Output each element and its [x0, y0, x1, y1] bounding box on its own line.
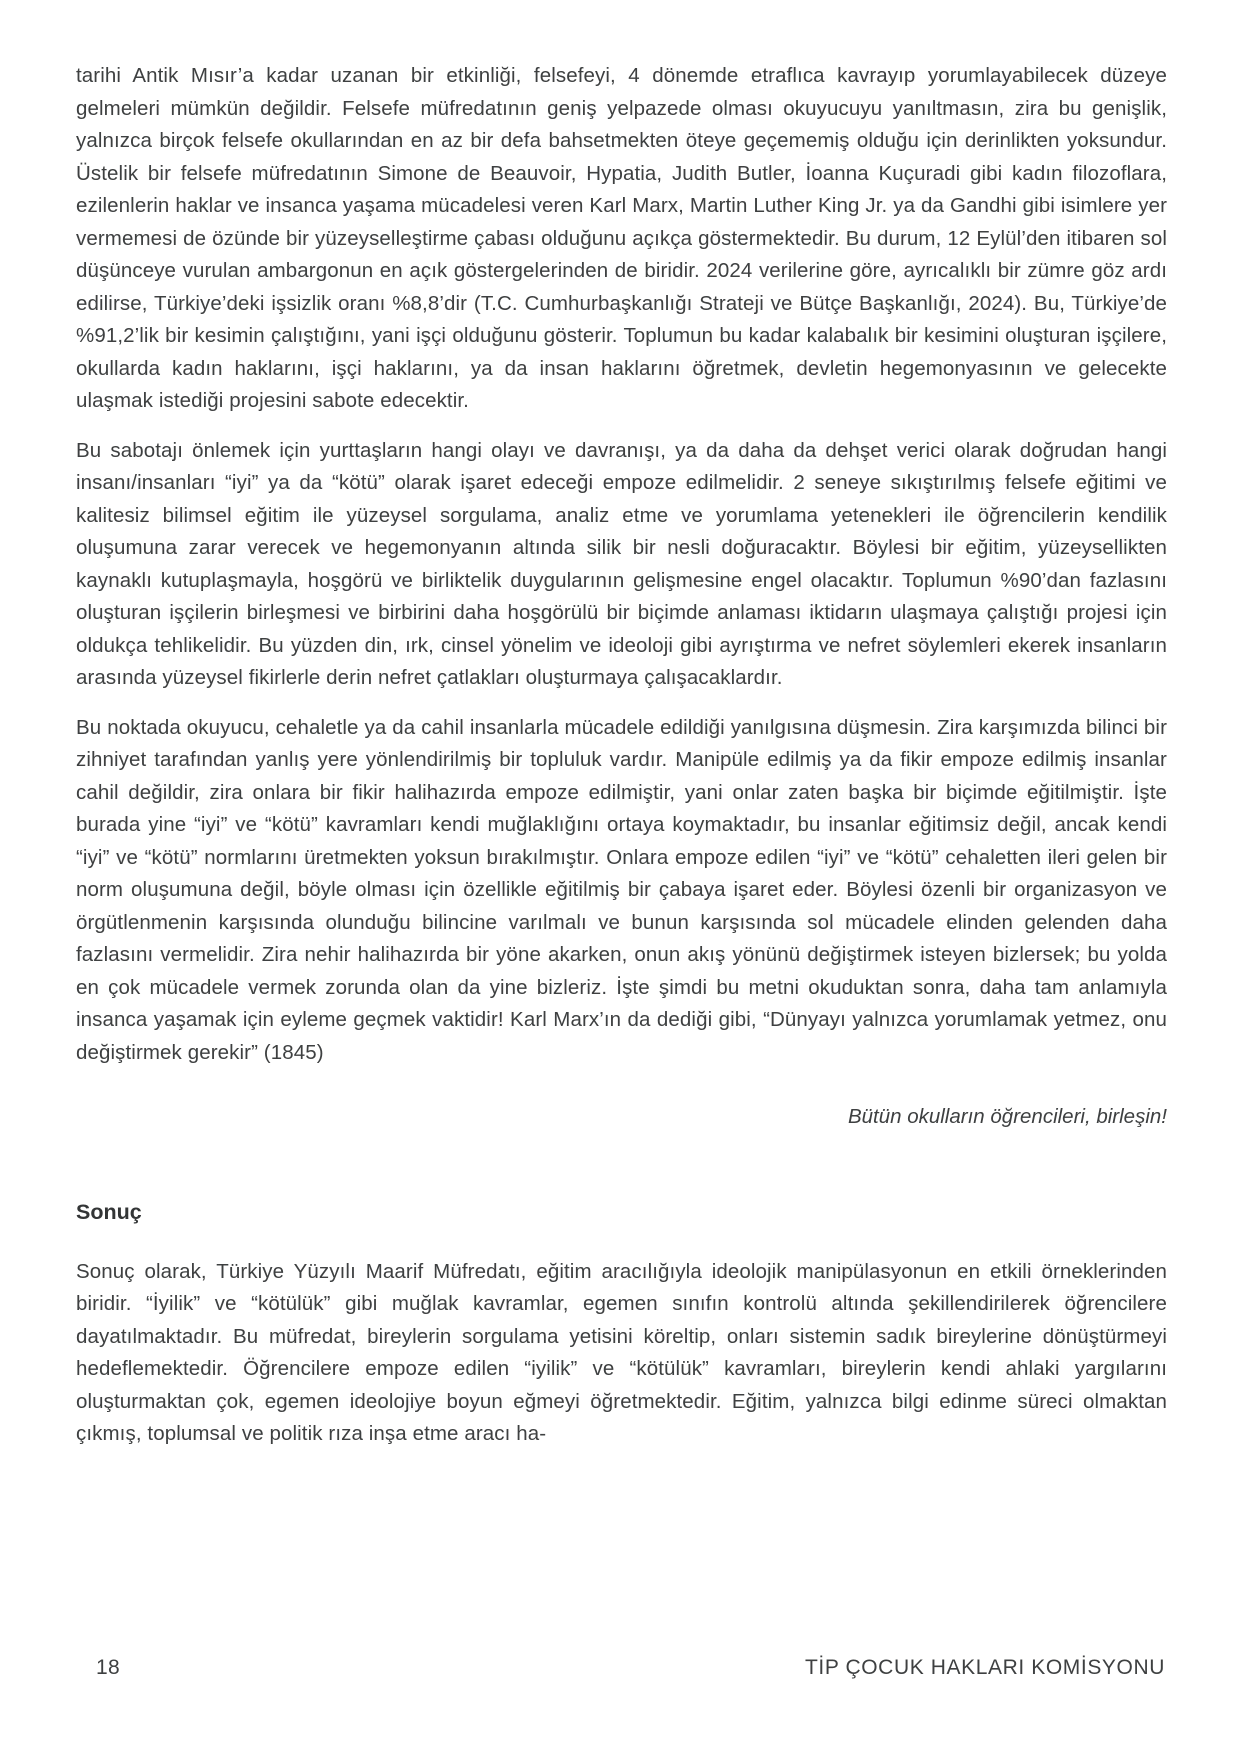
paragraph: Bu sabotajı önlemek için yurttaşların hangi olayı ve davranışı, ya da daha da dehşet verici olarak doğrudan hangi insanı/insanları “iyi” ya da “kötü” olarak işaret edeceği empoze edilmelidir. 2 seneye sıkıştırılmış felsefe eğitimi ve kalitesiz bilimsel eğitim ile yüzeysel sorgulama, analiz etme ve yorumlama yetenekleri ile öğrencilerin kendilik oluşumuna zarar verecek ve hegemonyanın altında silik bir nesli doğuracaktır. Böylesi bir eğitim, yüzeysellikten kaynaklı kutuplaşmayla, hoşgörü ve birliktelik duygularının gelişmesine engel olacaktır. Toplumun %90’dan fazlasını oluşturan işçilerin birleşmesi ve birbirini daha hoşgörülü bir biçimde anlaması iktidarın ulaşmaya çalıştığı projesi için oldukça tehlikelidir. Bu yüzden din, ırk, cinsel yönelim ve ideoloji gibi ayrıştırma ve nefret söylemleri ekerek insanların arasında yüzeysel fikirlerle derin nefret çatlakları oluşturmaya çalışacaklardır. [76, 438, 1167, 689]
page-content [76, 60, 1167, 1468]
page-footer [96, 1656, 1165, 1680]
section-heading: Sonuç [76, 1199, 142, 1224]
paragraph-continuation: tarihi Antik Mısır’a kadar uzanan bir etkinliği, felsefeyi, 4 dönemde etraflıca kavrayıp yorumlayabilecek düzeye gelmeleri mümkün değildir. Felsefe müfredatının geniş yelpazede olması okuyucuyu yanıltmasın, zira bu genişlik, yalnızca birçok felsefe okullarından en az bir defa bahsetmekten öteye geçememiş olduğu için derinlikten yoksundur. Üstelik bir felsefe müfredatının Simone de Beauvoir, Hypatia, Judith Butler, İoanna Kuçuradi gibi kadın filozoflara, ezilenlerin haklar ve insanca yaşama mücadelesi veren Karl Marx, Martin Luther King Jr. ya da Gandhi gibi isimlere yer vermemesi de özünde bir yüzeyselleştirme çabası olduğunu açıkça göstermektedir. Bu durum, 12 Eylül’den itibaren sol düşünceye vurulan ambargonun en açık göstergelerinden de biridir. 2024 verilerine göre, ayrıcalıklı bir zümre göz ardı edilirse, Türkiye’deki işsizlik oranı %8,8’dir (T.C. Cumhurbaşkanlığı Strateji ve Bütçe Başkanlığı, 2024). Bu, Türkiye’de %91,2’lik bir kesimin çalıştığını, yani işçi olduğunu gösterir. Toplumun bu kadar kalabalık bir kesimini oluşturan işçilere, okullarda kadın haklarını, işçi haklarını, ya da insan haklarını öğretmek, devletin hegemonyasının ve gelecekte ulaşmak istediği projesini sabote edecektir. [76, 64, 1167, 412]
epigraph-slogan: Bütün okulların öğrencileri, birleşin! [847, 1105, 1167, 1128]
page-number: 18 [96, 1656, 120, 1679]
paragraph: Bu noktada okuyucu, cehaletle ya da cahil insanlarla mücadele edildiği yanılgısına düşmesin. Zira karşımızda bilinci bir zihniyet tarafından yanlış yere yönlendirilmiş bir topluluk vardır. Manipüle edilmiş ya da fikir empoze edilmiş insanlar cahil değildir, zira onlara bir fikir halihazırda empoze edilmiştir, yani onlar zaten başka bir biçimde eğitilmiştir. İşte burada yine “iyi” ve “kötü” kavramları kendi muğlaklığını ortaya koymaktadır, bu insanlar eğitimsiz değil, ancak kendi “iyi” ve “kötü” normlarını üretmekten yoksun bırakılmıştır. Onlara empoze edilen “iyi” ve “kötü” cehaletten ileri gelen bir norm oluşumuna değil, böyle olması için özellikle eğitilmiş bir çabaya işaret eder. Böylesi özenli bir organizasyon ve örgütlenmenin karşısında olunduğu bilincine varılmalı ve bunun karşısında sol mücadele elinden gelenden daha fazlasını vermelidir. Zira nehir halihazırda bir yöne akarken, onun akış yönünü değiştirmek isteyen bizlersek; bu yolda en çok mücadele vermek zorunda olan da yine bizleriz. İşte şimdi bu metni okuduktan sonra, daha tam anlamıyla insanca yaşamak için eyleme geçmek vaktidir! Karl Marx’ın da dediği gibi, “Dünyayı yalnızca yorumlamak yetmez, onu değiştirmek gerekir” (1845) [76, 715, 1167, 1064]
footer-organization: TİP ÇOCUK HAKLARI KOMİSYONU [804, 1656, 1165, 1679]
paragraph: Sonuç olarak, Türkiye Yüzyılı Maarif Müfredatı, eğitim aracılığıyla ideolojik manipülasyonun en etkili örneklerinden biridir. “İyilik” ve “kötülük” gibi muğlak kavramlar, egemen sınıfın kontrolü altında şekillendirilerek öğrencilere dayatılmaktadır. Bu müfredat, bireylerin sorgulama yetisini köreltip, onları sistemin sadık bireylerine dönüştürmeyi hedeflemektedir. Öğrencilere empoze edilen “iyilik” ve “kötülük” kavramları, bireylerin kendi ahlaki yargılarını oluşturmaktan çok, egemen ideolojiye boyun eğmeyi öğretmektedir. Eğitim, yalnızca bilgi edinme süreci olmaktan çıkmış, toplumsal ve politik rıza inşa etme aracı ha- [76, 1259, 1167, 1445]
